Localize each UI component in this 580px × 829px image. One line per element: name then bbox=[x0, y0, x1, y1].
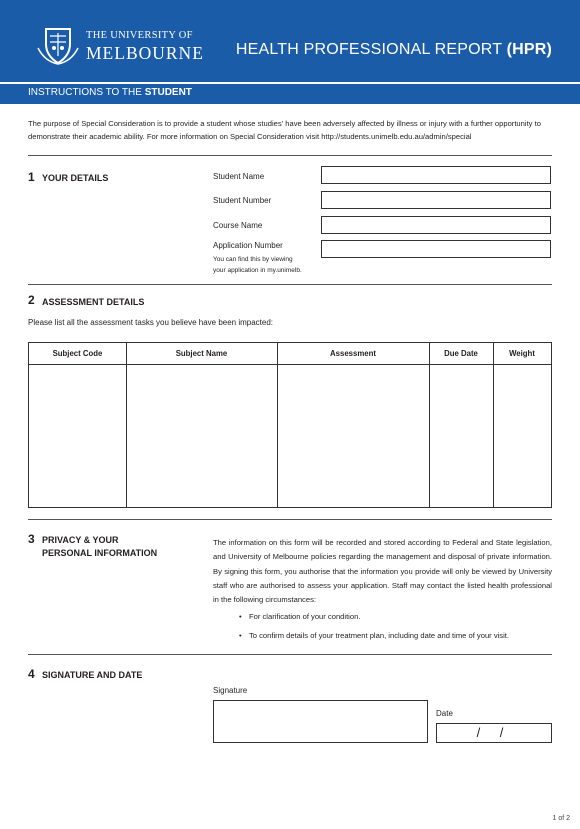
list-item: • To confirm details of your treatment plan, including date and time of your visit. bbox=[239, 631, 509, 650]
signature-label: Signature bbox=[213, 686, 248, 695]
section-3-title-line-1: PRIVACY & YOUR bbox=[42, 535, 119, 545]
instructions-prefix: INSTRUCTIONS TO THE bbox=[28, 87, 142, 98]
intro-paragraph: The purpose of Special Consideration is to provide a student whose studies' have been adversely affected by illness or injury with a further opportunity to demonstrate their academic ability. For more information on Special Consideration visit http://students.unimelb.edu.au/admin/special bbox=[28, 119, 541, 141]
signature-field[interactable] bbox=[213, 700, 428, 743]
student-name-label: Student Name bbox=[213, 172, 265, 181]
hint-line-1: You can find this by viewing bbox=[213, 256, 293, 263]
instructions-label bbox=[28, 87, 192, 98]
assessment-instruction: Please list all the assessment tasks you believe have been impacted: bbox=[28, 318, 274, 327]
application-number-hint bbox=[213, 254, 323, 276]
section-3-number: 3 bbox=[28, 532, 35, 546]
circumstances-list bbox=[239, 612, 509, 650]
section-1-number: 1 bbox=[28, 170, 35, 184]
hint-line-2: your application in my.unimelb. bbox=[213, 267, 302, 274]
list-item: • For clarification of your condition. bbox=[239, 612, 509, 631]
form-title-main: HEALTH PROFESSIONAL REPORT bbox=[235, 41, 502, 58]
section-4-title: SIGNATURE AND DATE bbox=[42, 670, 143, 680]
university-prefix: THE UNIVERSITY OF bbox=[86, 30, 193, 41]
col-subject-name: Subject Name bbox=[175, 349, 228, 358]
divider bbox=[28, 519, 552, 520]
section-4-number: 4 bbox=[28, 667, 35, 681]
divider bbox=[28, 654, 552, 655]
column-divider bbox=[126, 343, 127, 507]
divider bbox=[28, 155, 552, 156]
col-weight: Weight bbox=[509, 349, 535, 358]
table-header-row bbox=[29, 343, 551, 365]
course-name-label: Course Name bbox=[213, 221, 263, 230]
course-name-field[interactable] bbox=[321, 216, 551, 234]
form-title-abbr: (HPR) bbox=[506, 41, 552, 58]
student-number-label: Student Number bbox=[213, 196, 272, 205]
privacy-paragraph: The information on this form will be recorded and stored according to Federal and State legislation, and University of Melbourne policies regarding the management and disposal of private information. By signing this form, you authorise that the information you provide will only be viewed by University staff who are authorised to assess your application. Staff may contact the listed health professional in the following circumstances: bbox=[213, 538, 552, 605]
col-subject-code: Subject Code bbox=[52, 349, 103, 358]
header-banner bbox=[0, 0, 580, 82]
student-name-field[interactable] bbox=[321, 166, 551, 184]
column-divider bbox=[429, 343, 430, 507]
section-3-title bbox=[42, 534, 157, 560]
section-2-number: 2 bbox=[28, 293, 35, 307]
section-1-title: YOUR DETAILS bbox=[42, 173, 109, 183]
divider bbox=[28, 284, 552, 285]
section-3-title-line-2: PERSONAL INFORMATION bbox=[42, 548, 158, 558]
column-divider bbox=[493, 343, 494, 507]
university-crest-icon bbox=[36, 26, 80, 66]
page-number: 1 of 2 bbox=[552, 815, 570, 822]
date-label: Date bbox=[436, 709, 453, 718]
instructions-bold: STUDENT bbox=[144, 87, 192, 98]
col-due-date: Due Date bbox=[444, 349, 478, 358]
form-title bbox=[236, 41, 552, 59]
university-name: MELBOURNE bbox=[86, 43, 204, 63]
student-number-field[interactable] bbox=[321, 191, 551, 209]
date-field[interactable]: / / bbox=[436, 723, 552, 743]
application-number-field[interactable] bbox=[321, 240, 551, 258]
assessment-table[interactable] bbox=[28, 342, 552, 508]
application-number-label: Application Number bbox=[213, 241, 283, 250]
instructions-bar bbox=[0, 84, 580, 104]
section-2-title: ASSESSMENT DETAILS bbox=[42, 297, 145, 307]
column-divider bbox=[277, 343, 278, 507]
col-assessment: Assessment bbox=[330, 349, 376, 358]
